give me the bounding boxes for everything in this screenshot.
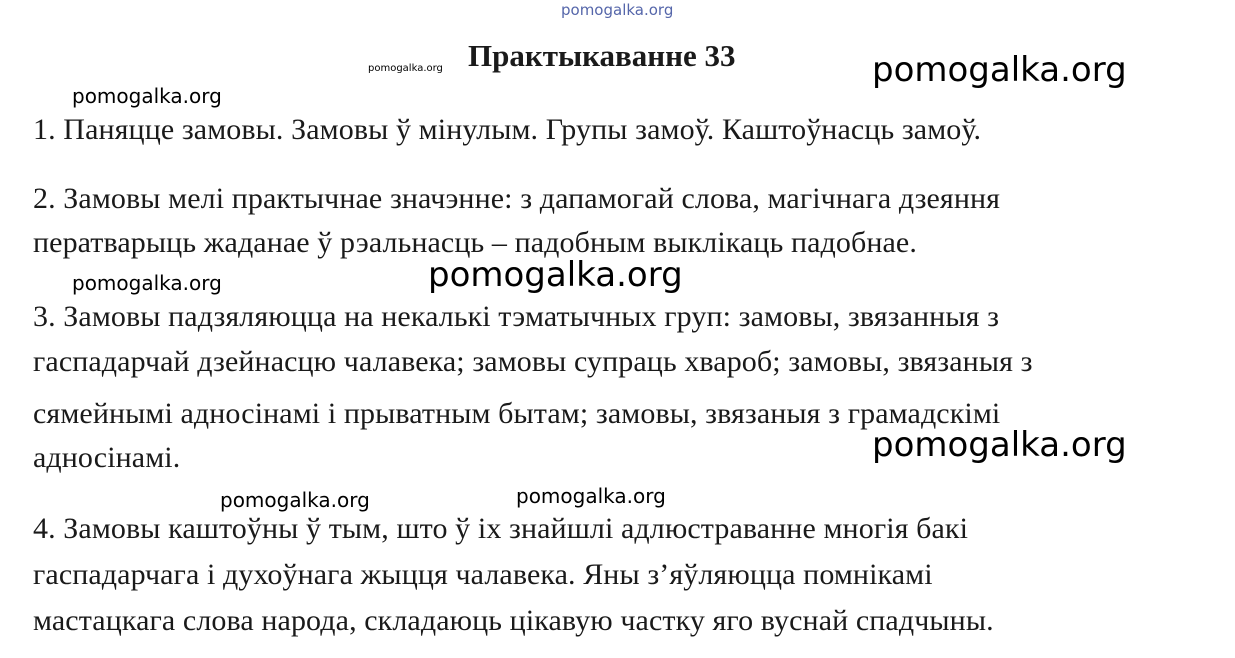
watermark-medium: pomogalka.org <box>72 271 222 295</box>
text-line: мастацкага слова народа, складаюць цікавую частку яго вуснай спадчыны. <box>33 604 994 637</box>
text-line: гаспадарчага і духоўнага жыцця чалавека. Яны з’яўляюцца помнікамі <box>33 558 933 591</box>
watermark-large: pomogalka.org <box>428 255 683 295</box>
text-line: 3. Замовы падзяляюцца на некалькі тэматычных груп: замовы, звязанныя з <box>33 300 1000 333</box>
watermark-medium: pomogalka.org <box>220 488 370 512</box>
text-line: адносінамі. <box>33 441 181 474</box>
text-line: гаспадарчай дзейнасцю чалавека; замовы супраць хвароб; замовы, звязаныя з <box>33 345 1033 378</box>
watermark-medium: pomogalka.org <box>516 484 666 508</box>
text-line: 1. Паняцце замовы. Замовы ў мінулым. Групы замоў. Каштоўнасць замоў. <box>33 113 982 146</box>
watermark-large: pomogalka.org <box>872 50 1127 90</box>
page-title: Практыкаванне 33 <box>468 38 736 73</box>
watermark-medium: pomogalka.org <box>72 84 222 108</box>
watermark-top: pomogalka.org <box>561 1 674 19</box>
text-line: ператварыць жаданае ў рэальнасць – падобным выклікаць падобнае. <box>33 226 917 259</box>
text-line: 4. Замовы каштоўны ў тым, што ў іх знайшлі адлюстраванне многія бакі <box>33 512 969 545</box>
watermark-small: pomogalka.org <box>368 63 443 74</box>
watermark-large: pomogalka.org <box>872 425 1127 465</box>
text-line: сямейнымі адносінамі і прыватным бытам; замовы, звязаныя з грамадскімі <box>33 397 1001 430</box>
text-line: 2. Замовы мелі практычнае значэнне: з дапамогай слова, магічнага дзеяння <box>33 182 1001 215</box>
